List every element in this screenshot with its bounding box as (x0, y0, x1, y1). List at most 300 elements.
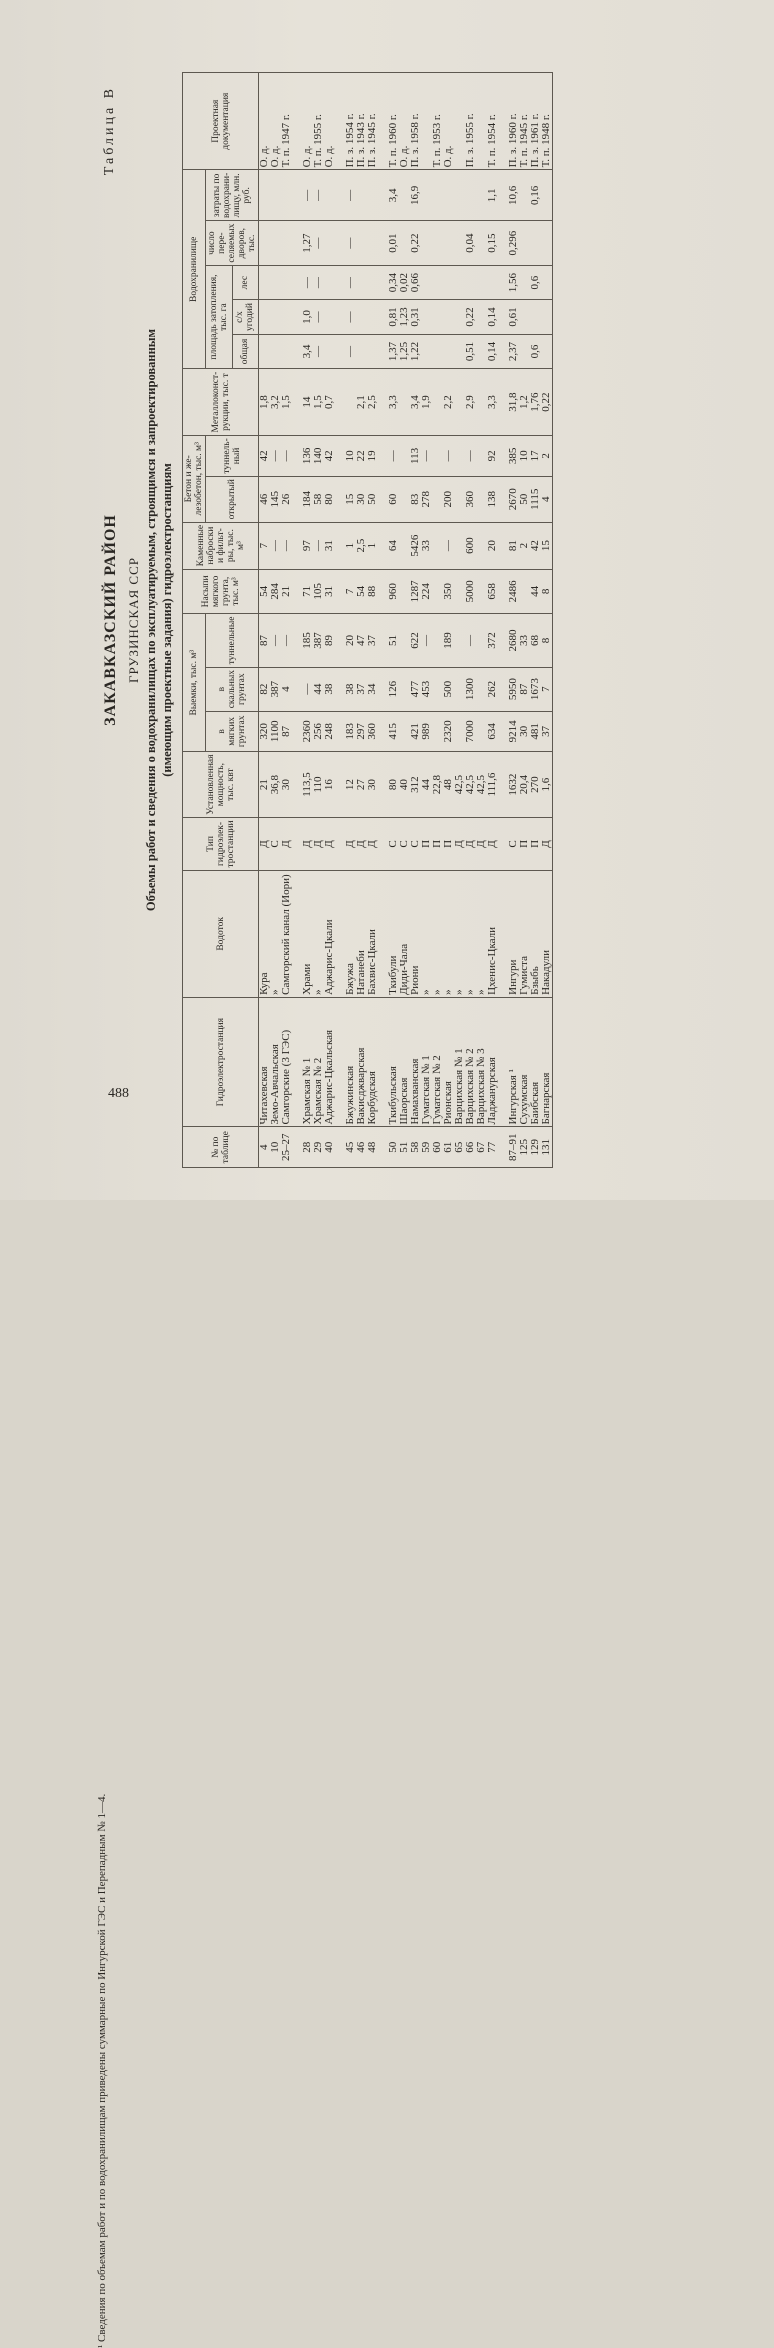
cell-fill: 21 (281, 569, 292, 614)
cell-num: 131 (541, 1127, 553, 1168)
cell-exc-soft: 989 (421, 711, 432, 752)
header-conc-tunnel: туннельный (206, 435, 259, 476)
cell-metal: 1,76 (530, 369, 541, 436)
cell-conc-tunnel: 42 (259, 435, 271, 476)
cell-conc-tunnel: — (465, 435, 476, 476)
cell-area-forest (356, 265, 367, 299)
cell-conc-tunnel: 140 (313, 435, 324, 476)
cell-num: 45 (345, 1127, 356, 1168)
cell-conc-open: 145 (270, 476, 281, 522)
cell-exc-soft: 360 (367, 711, 378, 752)
cell-num: 58 (410, 1127, 421, 1168)
cell-num: 87–91 (508, 1127, 519, 1168)
cell-docs: П. з. 1945 г. (367, 73, 378, 170)
cell-river: Бахвис-Цкали (367, 870, 378, 997)
header-conc-open: открытый (206, 476, 259, 522)
cell-area-agri (443, 300, 454, 334)
cell-num: 61 (443, 1127, 454, 1168)
cell-capacity: 1632 (508, 752, 519, 818)
cell-stone: 15 (541, 522, 553, 569)
cell-type: Д (476, 818, 487, 871)
cell-type: Д (367, 818, 378, 871)
header-type: Тип гидроэлектростанции (183, 818, 259, 871)
cell-fill: 54 (356, 569, 367, 614)
cell-capacity: 110 (313, 752, 324, 818)
cell-area-total: 3,4 (302, 334, 313, 368)
cell-num: 46 (356, 1127, 367, 1168)
cell-area-agri: — (313, 300, 324, 334)
cell-exc-rock: 453 (421, 667, 432, 711)
cell-river: Накадули (541, 870, 553, 997)
cell-conc-open: 278 (421, 476, 432, 522)
cell-area-forest: — (313, 265, 324, 299)
cell-num: 28 (302, 1127, 313, 1168)
cell-docs: О. д. (443, 73, 454, 170)
cell-conc-open: 138 (487, 476, 498, 522)
cell-fill: 88 (367, 569, 378, 614)
cell-area-total (281, 334, 292, 368)
cell-metal: 14 (302, 369, 313, 436)
cell-exc-soft: 248 (324, 711, 335, 752)
cell-stone: 5426 (410, 522, 421, 569)
cell-stone: 2 (519, 522, 530, 569)
cell-capacity: 27 (356, 752, 367, 818)
cell-cost (443, 170, 454, 221)
cell-metal: 2,1 (356, 369, 367, 436)
cell-docs: Т. п. 1955 г. (313, 73, 324, 170)
cell-area-agri: — (345, 300, 356, 334)
cell-area-total (356, 334, 367, 368)
cell-cost: 1,1 (487, 170, 498, 221)
cell-area-agri (259, 300, 271, 334)
cell-conc-tunnel: 385 (508, 435, 519, 476)
cell-station: Гуматская № 1 (421, 997, 432, 1127)
header-area-total: общая (232, 334, 259, 368)
header-fill: Насыпи мягкого грунта, тыс. м³ (183, 569, 259, 614)
cell-num: 25–27 (281, 1127, 292, 1168)
cell-fill: 350 (443, 569, 454, 614)
cell-type: Д (454, 818, 465, 871)
cell-area-forest (259, 265, 271, 299)
cell-exc-tunnel: 33 (519, 614, 530, 668)
cell-exc-rock: 44 (313, 667, 324, 711)
cell-station: Шаорская (399, 997, 410, 1127)
cell-river: » (443, 870, 454, 997)
cell-stone: 7 (259, 522, 271, 569)
cell-fill: 224 (421, 569, 432, 614)
header-cost: затраты по водохранилищу, млн. руб. (206, 170, 259, 221)
header-num: № по таблице (183, 1127, 259, 1168)
cell-conc-tunnel: — (443, 435, 454, 476)
header-station: Гидроэлектростанция (183, 997, 259, 1127)
cell-exc-soft: 320 (259, 711, 271, 752)
cell-exc-tunnel: — (465, 614, 476, 668)
header-excavation: Выемки, тыс. м³ (183, 614, 206, 752)
cell-river: Цхенис-Цкали (487, 870, 498, 997)
cell-exc-rock: 126 (388, 667, 399, 711)
cell-area-agri (324, 300, 335, 334)
header-exc-soft: в мягких грунтах (206, 711, 259, 752)
cell-area-total (432, 334, 443, 368)
table-row (345, 73, 356, 1168)
cell-num: 66 (465, 1127, 476, 1168)
table-row (519, 73, 530, 1168)
cell-type: Д (356, 818, 367, 871)
cell-households (270, 221, 281, 266)
cell-type: Д (324, 818, 335, 871)
cell-type: П (530, 818, 541, 871)
cell-metal: 2,2 (443, 369, 454, 436)
cell-area-agri: 0,61 (508, 300, 519, 334)
cell-metal: 3,4 (410, 369, 421, 436)
cell-station: Намахванская (410, 997, 421, 1127)
cell-station: Варцихская № 3 (476, 997, 487, 1127)
cell-area-forest: 1,56 (508, 265, 519, 299)
cell-area-agri (530, 300, 541, 334)
cell-type: Д (281, 818, 292, 871)
cell-station: Земо-Авчальская (270, 997, 281, 1127)
cell-capacity: 270 (530, 752, 541, 818)
cell-station: Ингурская ¹ (508, 997, 519, 1127)
cell-households: 0,15 (487, 221, 498, 266)
cell-exc-soft: 183 (345, 711, 356, 752)
cell-area-forest: 0,34 (388, 265, 399, 299)
cell-conc-open: 80 (324, 476, 335, 522)
cell-exc-soft: 415 (388, 711, 399, 752)
cell-num: 10 (270, 1127, 281, 1168)
cell-conc-open: 4 (541, 476, 553, 522)
cell-river: Самгорский канал (Иори) (281, 870, 292, 997)
cell-type: Д (487, 818, 498, 871)
cell-exc-soft: 2320 (443, 711, 454, 752)
cell-exc-rock: — (302, 667, 313, 711)
cell-metal: 1,8 (259, 369, 271, 436)
cell-metal: 1,5 (281, 369, 292, 436)
cell-exc-tunnel: 2680 (508, 614, 519, 668)
cell-cost (454, 170, 465, 221)
table-body (259, 73, 553, 1168)
cell-docs: П. з. 1961 г. (530, 73, 541, 170)
header-exc-rock: в скальных грунтах (206, 667, 259, 711)
cell-num: 59 (421, 1127, 432, 1168)
cell-capacity: 16 (324, 752, 335, 818)
cell-type: Д (541, 818, 553, 871)
cell-capacity: 1,6 (541, 752, 553, 818)
cell-conc-tunnel: 22 (356, 435, 367, 476)
cell-exc-rock: 262 (487, 667, 498, 711)
cell-capacity: 113,5 (302, 752, 313, 818)
cell-fill: 1287 (410, 569, 421, 614)
cell-exc-rock: 4 (281, 667, 292, 711)
cell-conc-open: 184 (302, 476, 313, 522)
cell-num: 51 (399, 1127, 410, 1168)
cell-area-forest (465, 265, 476, 299)
cell-area-total: 2,37 (508, 334, 519, 368)
cell-cost (432, 170, 443, 221)
cell-fill: 8 (541, 569, 553, 614)
cell-docs: Т. п. 1960 г. (388, 73, 399, 170)
cell-households (367, 221, 378, 266)
cell-cost (281, 170, 292, 221)
cell-river: Кура (259, 870, 271, 997)
cell-station: Ладжанурская (487, 997, 498, 1127)
cell-exc-soft: 2360 (302, 711, 313, 752)
cell-conc-tunnel: 136 (302, 435, 313, 476)
cell-type: С (508, 818, 519, 871)
cell-area-agri (367, 300, 378, 334)
cell-conc-tunnel: 92 (487, 435, 498, 476)
cell-type: Д (465, 818, 476, 871)
cell-area-total (443, 334, 454, 368)
cell-station: Баибская (530, 997, 541, 1127)
cell-docs: Т. п. 1945 г. (519, 73, 530, 170)
cell-area-forest: 0,66 (410, 265, 421, 299)
cell-exc-soft: 87 (281, 711, 292, 752)
cell-exc-tunnel: — (421, 614, 432, 668)
cell-households (519, 221, 530, 266)
cell-stone: 33 (421, 522, 432, 569)
cell-exc-tunnel: 622 (410, 614, 421, 668)
table-row (324, 73, 335, 1168)
cell-households: 0,04 (465, 221, 476, 266)
cell-exc-rock: 500 (443, 667, 454, 711)
cell-num: 77 (487, 1127, 498, 1168)
cell-cost: — (313, 170, 324, 221)
header-metal: Металлоконструкции, тыс. т (183, 369, 259, 436)
cell-cost: 3,4 (388, 170, 399, 221)
table-row (487, 73, 498, 1168)
cell-docs: П. з. 1954 г. (345, 73, 356, 170)
cell-stone: 31 (324, 522, 335, 569)
cell-conc-open: 200 (443, 476, 454, 522)
cell-river: Риони (410, 870, 421, 997)
cell-num: 50 (388, 1127, 399, 1168)
cell-area-forest: — (345, 265, 356, 299)
cell-capacity: 80 (388, 752, 399, 818)
cell-area-total: 0,14 (487, 334, 498, 368)
cell-households (324, 221, 335, 266)
cell-station: Рионская (443, 997, 454, 1127)
cell-area-agri (281, 300, 292, 334)
table-row (421, 73, 432, 1168)
cell-capacity: 22,8 (432, 752, 443, 818)
table-row (356, 73, 367, 1168)
cell-fill: 7 (345, 569, 356, 614)
cell-area-total (324, 334, 335, 368)
cell-exc-soft: 481 (530, 711, 541, 752)
table-caption-line2: (имеющим проектные задания) гидроэлектростанциям (160, 463, 174, 777)
cell-cost (421, 170, 432, 221)
cell-station: Бжужинская (345, 997, 356, 1127)
cell-cost (324, 170, 335, 221)
cell-exc-soft: 421 (410, 711, 421, 752)
cell-station: Корбудская (367, 997, 378, 1127)
cell-cost (541, 170, 553, 221)
cell-area-agri (519, 300, 530, 334)
cell-river: » (454, 870, 465, 997)
cell-capacity: 36,8 (270, 752, 281, 818)
cell-area-agri (421, 300, 432, 334)
cell-area-agri: 0,22 (465, 300, 476, 334)
cell-households: 0,22 (410, 221, 421, 266)
cell-stone: 600 (465, 522, 476, 569)
cell-conc-open: 46 (259, 476, 271, 522)
cell-exc-rock: 1300 (465, 667, 476, 711)
cell-stone: 1 (345, 522, 356, 569)
cell-area-agri (356, 300, 367, 334)
header-households: число переселяемых дворов, тыс. (206, 221, 259, 266)
cell-households (421, 221, 432, 266)
cell-area-agri (270, 300, 281, 334)
cell-exc-rock: 38 (345, 667, 356, 711)
cell-metal: 0,22 (541, 369, 553, 436)
cell-river: Ингури (508, 870, 519, 997)
cell-exc-tunnel: 68 (530, 614, 541, 668)
cell-exc-tunnel: 87 (259, 614, 271, 668)
footnote: ¹ Сведения по объемам работ и по водохранилищам приведены суммарные по Ингурской ГЭС и Перепадным № 1—4. (96, 1793, 108, 2348)
cell-docs: О. д. (324, 73, 335, 170)
cell-river: » (476, 870, 487, 997)
republic-title: ГРУЗИНСКАЯ ССР (126, 557, 141, 683)
cell-fill: 5000 (465, 569, 476, 614)
cell-households: 0,01 (388, 221, 399, 266)
cell-cost (259, 170, 271, 221)
cell-docs: П. з. 1958 г. (410, 73, 421, 170)
header-concrete: Бетон и железобетон, тыс. м³ (183, 435, 206, 522)
cell-exc-rock: 38 (324, 667, 335, 711)
cell-cost (270, 170, 281, 221)
cell-capacity: 312 (410, 752, 421, 818)
table-row (367, 73, 378, 1168)
cell-station: Сухумская (519, 997, 530, 1127)
cell-stone: 64 (388, 522, 399, 569)
page-number: 488 (108, 1086, 129, 1101)
cell-capacity: 30 (367, 752, 378, 818)
cell-metal: 1,5 (313, 369, 324, 436)
cell-conc-open: 50 (367, 476, 378, 522)
table-row (541, 73, 553, 1168)
cell-households: 1,27 (302, 221, 313, 266)
cell-metal: 3,3 (388, 369, 399, 436)
cell-households (281, 221, 292, 266)
cell-area-forest (421, 265, 432, 299)
cell-households: 0,296 (508, 221, 519, 266)
cell-exc-tunnel: 189 (443, 614, 454, 668)
cell-fill: 31 (324, 569, 335, 614)
cell-conc-open: 360 (465, 476, 476, 522)
cell-exc-tunnel: 372 (487, 614, 498, 668)
cell-exc-rock: 34 (367, 667, 378, 711)
cell-river: » (465, 870, 476, 997)
cell-area-total: 1,22 (410, 334, 421, 368)
cell-area-agri: 0,81 (388, 300, 399, 334)
table-row (530, 73, 541, 1168)
cell-num: 67 (476, 1127, 487, 1168)
cell-conc-open: 60 (388, 476, 399, 522)
cell-conc-tunnel: 42 (324, 435, 335, 476)
cell-capacity: 48 (443, 752, 454, 818)
cell-households: — (345, 221, 356, 266)
cell-cost: 10,6 (508, 170, 519, 221)
cell-exc-soft: 256 (313, 711, 324, 752)
cell-cost: — (345, 170, 356, 221)
cell-area-total (367, 334, 378, 368)
cell-conc-open: 30 (356, 476, 367, 522)
cell-exc-tunnel: 387 (313, 614, 324, 668)
cell-river: Ткибули (388, 870, 399, 997)
table-row (335, 73, 345, 1168)
cell-area-forest: 0,02 (399, 265, 410, 299)
cell-docs: Т. п. 1954 г. (487, 73, 498, 170)
cell-fill: 284 (270, 569, 281, 614)
cell-exc-tunnel: 185 (302, 614, 313, 668)
cell-type: П (432, 818, 443, 871)
cell-river: » (270, 870, 281, 997)
cell-river: Храми (302, 870, 313, 997)
cell-stone: — (443, 522, 454, 569)
cell-conc-open: 83 (410, 476, 421, 522)
header-exc-tunnel: туннельные (206, 614, 259, 668)
table-row (302, 73, 313, 1168)
cell-stone: — (313, 522, 324, 569)
cell-type: С (270, 818, 281, 871)
cell-exc-rock: 1673 (530, 667, 541, 711)
header-flood-area: площадь затопления, тыс. га (206, 265, 233, 368)
cell-num: 40 (324, 1127, 335, 1168)
cell-area-total: — (345, 334, 356, 368)
cell-fill: 54 (259, 569, 271, 614)
cell-exc-tunnel: 47 (356, 614, 367, 668)
table-row (443, 73, 454, 1168)
cell-docs: П. з. 1943 г. (356, 73, 367, 170)
cell-river: Аджарис-Цкали (324, 870, 335, 997)
table-row (465, 73, 476, 1168)
cell-metal: 31,8 (508, 369, 519, 436)
cell-stone: 81 (508, 522, 519, 569)
cell-docs: О. д. (270, 73, 281, 170)
cell-conc-tunnel: 10 (519, 435, 530, 476)
cell-capacity: 20,4 (519, 752, 530, 818)
cell-area-forest: 0,6 (530, 265, 541, 299)
cell-metal (335, 369, 345, 436)
cell-area-total: 1,25 (399, 334, 410, 368)
cell-docs: Т. п. 1947 г. (281, 73, 292, 170)
cell-conc-open: 2670 (508, 476, 519, 522)
cell-fill: 71 (302, 569, 313, 614)
cell-capacity: 40 (399, 752, 410, 818)
header-river: Водоток (183, 870, 259, 997)
cell-area-agri: 0,14 (487, 300, 498, 334)
cell-num: 48 (367, 1127, 378, 1168)
cell-metal: 3,2 (270, 369, 281, 436)
cell-conc-open: 1115 (530, 476, 541, 522)
cell-type: Д (259, 818, 271, 871)
cell-area-total: 1,37 (388, 334, 399, 368)
cell-type: П (519, 818, 530, 871)
cell-area-agri (541, 300, 553, 334)
cell-conc-open: 26 (281, 476, 292, 522)
cell-capacity: 30 (281, 752, 292, 818)
cell-type: П (421, 818, 432, 871)
region-title: ЗАКАВКАЗСКИЙ РАЙОН (102, 514, 119, 726)
cell-area-forest (367, 265, 378, 299)
cell-metal: 2,5 (367, 369, 378, 436)
cell-river: » (313, 870, 324, 997)
cell-conc-tunnel: 113 (410, 435, 421, 476)
cell-docs: О. д. (302, 73, 313, 170)
cell-conc-open: 15 (345, 476, 356, 522)
cell-conc-tunnel: — (388, 435, 399, 476)
